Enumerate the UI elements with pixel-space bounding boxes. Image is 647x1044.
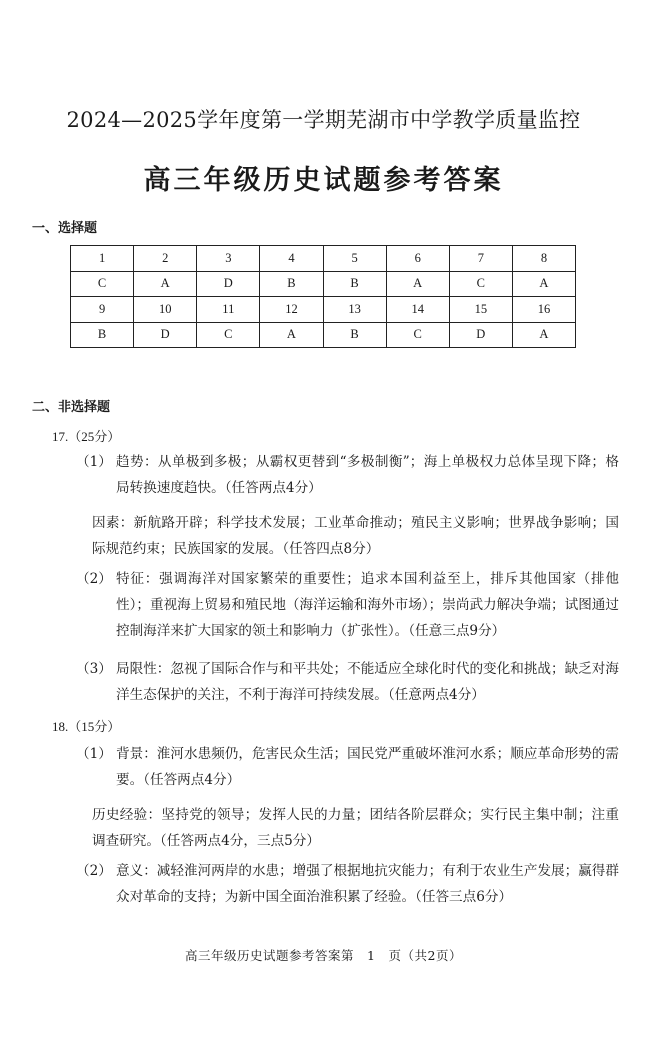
q17-part2-label: （2） bbox=[76, 571, 112, 587]
table-cell: A bbox=[512, 271, 575, 297]
table-cell: B bbox=[71, 322, 134, 348]
table-cell: A bbox=[134, 271, 197, 297]
table-cell: 12 bbox=[260, 297, 323, 323]
table-cell: A bbox=[512, 322, 575, 348]
table-cell: 3 bbox=[197, 246, 260, 272]
table-cell: 14 bbox=[386, 297, 449, 323]
table-cell: 15 bbox=[449, 297, 512, 323]
table-cell: 1 bbox=[71, 246, 134, 272]
table-cell: B bbox=[323, 271, 386, 297]
table-cell: C bbox=[449, 271, 512, 297]
table-cell: 6 bbox=[386, 246, 449, 272]
q17-part1-label: （1） bbox=[76, 454, 112, 470]
table-cell: D bbox=[197, 271, 260, 297]
page-footer: 高三年级历史试题参考答案第 1 页（共2页） bbox=[185, 948, 462, 963]
table-cell: 7 bbox=[449, 246, 512, 272]
q18-part1 bbox=[76, 741, 619, 793]
q18-part2-label: （2） bbox=[76, 863, 112, 879]
q17-part3-label: （3） bbox=[76, 661, 112, 677]
q17-part2 bbox=[76, 566, 619, 644]
table-row bbox=[71, 246, 576, 272]
q17-part2-text: 特征：强调海洋对国家繁荣的重要性；追求本国利益至上，排斥其他国家（排他性）；重视海上贸易和殖民地（海洋运输和海外市场）；崇尚武力解决争端；试图通过控制海洋来扩大国家的领土和影响力（扩张性）。（任意三点9分） bbox=[116, 571, 619, 639]
table-cell: 2 bbox=[134, 246, 197, 272]
table-cell: D bbox=[449, 322, 512, 348]
table-cell: 11 bbox=[197, 297, 260, 323]
document-subtitle: 高三年级历史试题参考答案 bbox=[143, 165, 504, 196]
table-cell: A bbox=[386, 271, 449, 297]
table-cell: 10 bbox=[134, 297, 197, 323]
q17-part1-factors-text: 因素：新航路开辟；科学技术发展；工业革命推动；殖民主义影响；世界战争影响；国际规范约束；民族国家的发展。（任答四点8分） bbox=[92, 515, 619, 557]
table-cell: 16 bbox=[512, 297, 575, 323]
q18-part1-experience-text: 历史经验：坚持党的领导；发挥人民的力量；团结各阶层群众；实行民主集中制；注重调查研究。（任答两点4分，三点5分） bbox=[92, 807, 619, 849]
question-18-label: 18.（15分） bbox=[52, 719, 121, 734]
q18-part1-text: 背景：淮河水患频仍，危害民众生活；国民党严重破坏淮河水系；顺应革命形势的需要。（任答两点4分） bbox=[116, 746, 619, 788]
table-cell: C bbox=[197, 322, 260, 348]
q18-part1-label: （1） bbox=[76, 746, 112, 762]
q18-part1-experience bbox=[92, 802, 619, 854]
table-cell: D bbox=[134, 322, 197, 348]
table-row bbox=[71, 297, 576, 323]
q17-part1-text: 趋势：从单极到多极；从霸权更替到“多极制衡”；海上单极权力总体呈现下降；格局转换速度趋快。（任答两点4分） bbox=[116, 454, 619, 496]
q17-part3-text: 局限性：忽视了国际合作与和平共处；不能适应全球化时代的变化和挑战；缺乏对海洋生态保护的关注，不利于海洋可持续发展。（任意两点4分） bbox=[116, 661, 619, 703]
table-cell: C bbox=[386, 322, 449, 348]
q17-part1 bbox=[76, 449, 619, 501]
table-cell: 13 bbox=[323, 297, 386, 323]
table-cell: B bbox=[323, 322, 386, 348]
table-row bbox=[71, 322, 576, 348]
answer-table bbox=[70, 245, 576, 348]
q18-part2-text: 意义：减轻淮河两岸的水患；增强了根据地抗灾能力；有利于农业生产发展；赢得群众对革命的支持；为新中国全面治淮积累了经验。（任答三点6分） bbox=[116, 863, 619, 905]
q18-part2 bbox=[76, 858, 619, 910]
section-heading-choice: 一、选择题 bbox=[32, 221, 98, 236]
table-row bbox=[71, 271, 576, 297]
q17-part1-factors bbox=[92, 510, 619, 562]
table-cell: 5 bbox=[323, 246, 386, 272]
table-cell: A bbox=[260, 322, 323, 348]
table-cell: C bbox=[71, 271, 134, 297]
document-title: 2024—2025学年度第一学期芜湖市中学教学质量监控 bbox=[66, 108, 581, 132]
table-cell: B bbox=[260, 271, 323, 297]
question-17-label: 17.（25分） bbox=[52, 429, 121, 444]
table-cell: 8 bbox=[512, 246, 575, 272]
section-heading-nonchoice: 二、非选择题 bbox=[32, 400, 111, 415]
q17-part3 bbox=[76, 656, 619, 708]
table-cell: 4 bbox=[260, 246, 323, 272]
table-cell: 9 bbox=[71, 297, 134, 323]
